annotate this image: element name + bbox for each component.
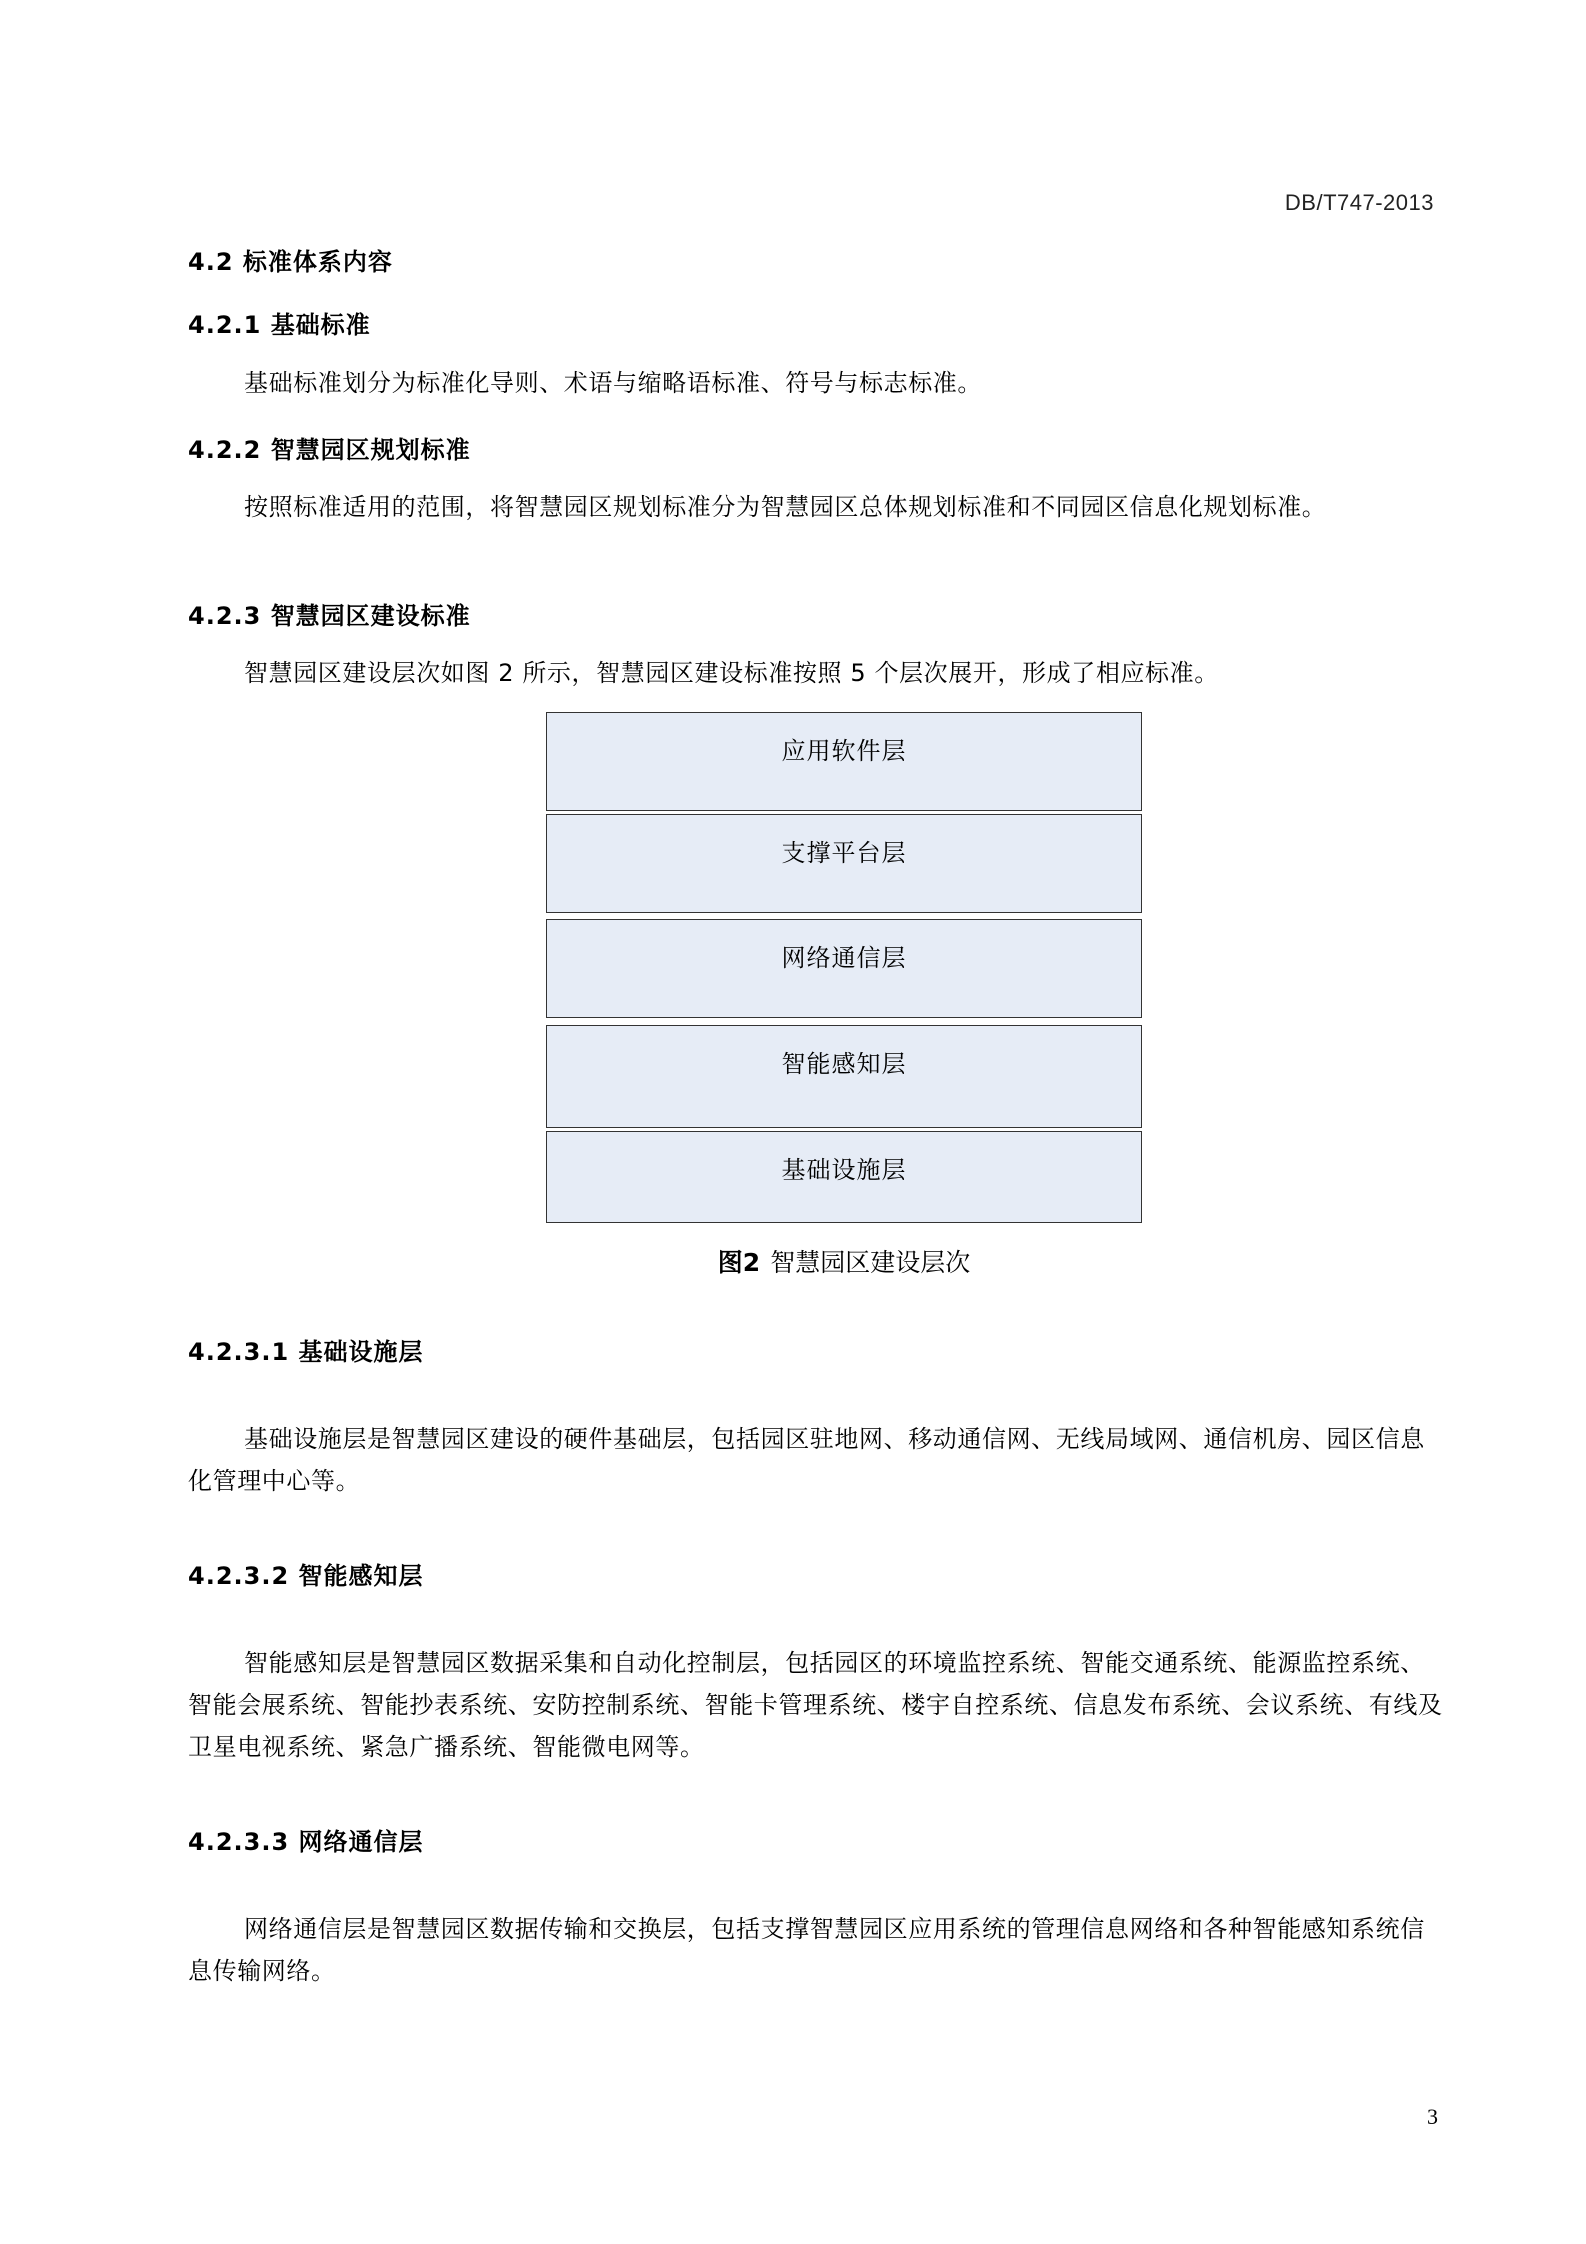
figure-title: 智慧园区建设层次 <box>770 1248 971 1277</box>
figure-number: 图2 <box>717 1248 761 1277</box>
paragraph-4-2-3: 智慧园区建设层次如图 2 所示，智慧园区建设标准按照 5 个层次展开，形成了相应标准。 <box>244 659 1219 687</box>
paragraph-4-2-2: 按照标准适用的范围，将智慧园区规划标准分为智慧园区总体规划标准和不同园区信息化规划标准。 <box>244 493 1327 521</box>
paragraph-4-2-3-2: 智能感知层是智慧园区数据采集和自动化控制层，包括园区的环境监控系统、智能交通系统、能源监控系统、智能会展系统、智能抄表系统、安防控制系统、智能卡管理系统、楼宇自控系统、信息发布系统、会议系统、有线及卫星电视系统、紧急广播系统、智能微电网等。 <box>188 1649 1443 1761</box>
layer-label: 支撑平台层 <box>781 839 907 867</box>
section-heading-4-2: 4.2 标准体系内容 <box>188 248 393 276</box>
section-heading-4-2-3: 4.2.3 智慧园区建设标准 <box>188 602 471 630</box>
layer-box-infrastructure <box>546 1131 1142 1223</box>
paragraph-4-2-3-1: 基础设施层是智慧园区建设的硬件基础层，包括园区驻地网、移动通信网、无线局域网、通信机房、园区信息化管理中心等。 <box>188 1425 1425 1495</box>
layer-label: 基础设施层 <box>781 1156 907 1184</box>
layer-label: 智能感知层 <box>781 1050 907 1078</box>
section-heading-4-2-3-2: 4.2.3.2 智能感知层 <box>188 1562 424 1590</box>
figure-caption <box>546 1243 1142 1279</box>
layer-label: 网络通信层 <box>781 944 907 972</box>
layer-label: 应用软件层 <box>781 737 907 765</box>
document-code: DB/T747-2013 <box>1284 190 1434 215</box>
layer-box-application <box>546 712 1142 811</box>
section-heading-4-2-1: 4.2.1 基础标准 <box>188 311 371 339</box>
section-heading-4-2-3-1: 4.2.3.1 基础设施层 <box>188 1338 424 1366</box>
paragraph-4-2-1: 基础标准划分为标准化导则、术语与缩略语标准、符号与标志标准。 <box>244 369 982 397</box>
page-number: 3 <box>1427 2104 1438 2129</box>
layer-box-support-platform <box>546 814 1142 913</box>
layer-box-perception <box>546 1025 1142 1128</box>
section-heading-4-2-2: 4.2.2 智慧园区规划标准 <box>188 436 471 464</box>
section-heading-4-2-3-3: 4.2.3.3 网络通信层 <box>188 1828 424 1856</box>
paragraph-4-2-3-3: 网络通信层是智慧园区数据传输和交换层，包括支撑智慧园区应用系统的管理信息网络和各种智能感知系统信息传输网络。 <box>188 1915 1425 1985</box>
layer-box-network <box>546 919 1142 1018</box>
